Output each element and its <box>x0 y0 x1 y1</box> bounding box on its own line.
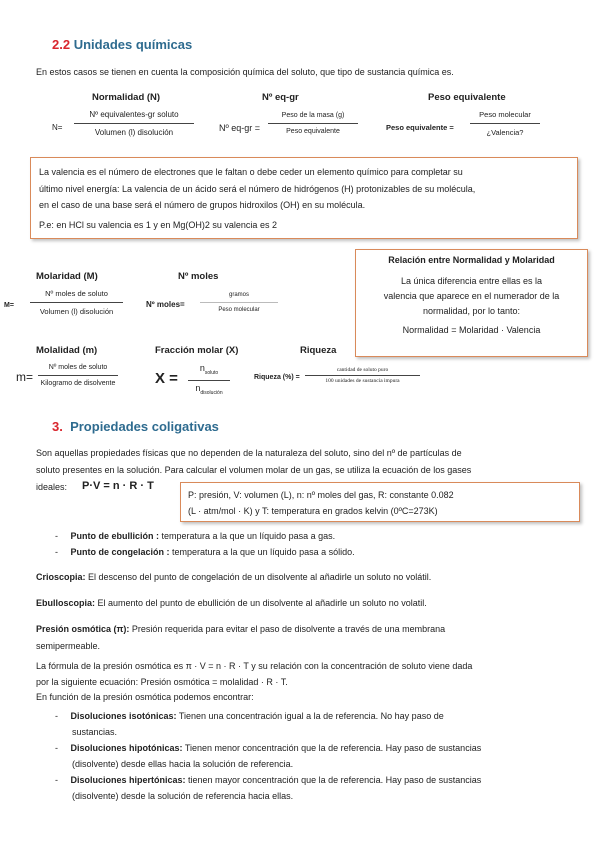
intro-text: En estos casos se tienen en cuenta la composición química del soluto, que tipo de sustancia química es. <box>36 67 454 77</box>
definition: Tienen menor concentración que la de referencia. Hay paso de sustancias <box>182 743 482 753</box>
crioscopia <box>36 572 431 582</box>
molalidad-header: Molalidad (m) <box>36 345 98 356</box>
relacion-title: Relación entre Normalidad y Molaridad <box>388 255 555 265</box>
normalidad-fraction <box>74 110 194 137</box>
section-title: Unidades químicas <box>73 37 193 52</box>
denominator <box>188 381 230 396</box>
section-number: 3. <box>52 419 63 434</box>
numerator: Nº moles de soluto <box>30 289 123 303</box>
definition: Presión requerida para evitar el paso de disolvente a través de una membrana <box>129 624 446 634</box>
definition-cont: (disolvente) desde ellas hacia la solución de referencia. <box>72 759 294 769</box>
definition-cont: semipermeable. <box>36 641 101 651</box>
paragraph-line: La fórmula de la presión osmótica es π · V = n · R · T y su relación con la concentración de soluto viene dada <box>36 661 473 671</box>
paragraph-line: En función de la presión osmótica podemos encontrar: <box>36 692 254 702</box>
n: n <box>195 382 201 393</box>
relacion-box <box>355 249 588 357</box>
section-heading-3 <box>52 419 219 434</box>
valencia-example: P.e: en HCl su valencia es 1 y en Mg(OH)2 su valencia es 2 <box>39 220 277 230</box>
bullet-hipertonicas: - Disoluciones hipertónicas: tienen mayor concentración que la de referencia. Hay paso de sustancias <box>55 775 482 785</box>
relacion-line: valencia que aparece en el numerador de la <box>383 291 560 301</box>
term: Presión osmótica (π): <box>36 624 130 634</box>
ebulloscopia <box>36 598 427 608</box>
moles-header: Nº moles <box>178 271 219 282</box>
numerator: gramos <box>200 292 278 303</box>
n: n <box>199 363 205 373</box>
numerator <box>188 363 230 381</box>
molalidad-fraction <box>38 364 118 387</box>
relacion-text <box>356 274 587 319</box>
denominator: 100 unidades de sustancia impura <box>325 378 400 384</box>
term: Ebulloscopia: <box>36 598 96 608</box>
fraccion-fraction <box>188 363 230 396</box>
term: Disoluciones hipertónicas: <box>70 775 186 785</box>
definition-cont: (disolvente) desde la solución de referencia hacia ellas. <box>72 791 294 801</box>
eqgr-lhs: Nº eq-gr = <box>219 123 261 133</box>
pesoeq-header: Peso equivalente <box>428 92 506 103</box>
definition: Tienen una concentración igual a la de referencia. No hay paso de <box>176 711 444 721</box>
sub: soluto <box>204 369 219 376</box>
valencia-box <box>30 157 578 239</box>
valencia-line: último nivel energía: La valencia de un ácido será el número de hidrógenos (H) protonizables de su molécula, <box>39 184 476 194</box>
section-heading-2-2 <box>52 37 192 52</box>
gas-line: P: presión, V: volumen (L), n: nº moles del gas, R: constante 0.082 <box>188 490 454 500</box>
relacion-line: La única diferencia entre ellas es la <box>400 276 543 286</box>
moles-fraction <box>200 292 278 313</box>
gas-line: (L · atm/mol · K) y T: temperatura en grados kelvin (0ºC=273K) <box>188 506 438 516</box>
fraccion-header: Fracción molar (X) <box>155 345 239 356</box>
relacion-line: normalidad, por lo tanto: <box>422 306 521 316</box>
numerator: Nº moles de soluto <box>38 364 118 376</box>
paragraph-line: por la siguiente ecuación: Presión osmótica = molalidad · R · T. <box>36 677 288 687</box>
valencia-line: La valencia es el número de electrones que le faltan o debe ceder un elemento químico para completar su <box>39 167 463 177</box>
bullet-ebullicion: - Punto de ebullición : temperatura a la que un líquido pasa a gas. <box>55 531 336 541</box>
gas-equation: P·V = n · R · T <box>82 480 154 492</box>
numerator: Nº equivalentes-gr soluto <box>74 110 194 124</box>
paragraph-line: soluto presentes en la solución. Para calcular el volumen molar de un gas, se utiliza la ecuación de los gases <box>36 465 472 475</box>
presion-osmotica <box>36 624 445 634</box>
numerator: Peso de la masa (g) <box>268 112 358 124</box>
gas-box <box>180 482 580 522</box>
definition: temperatura a la que un líquido pasa a gas. <box>159 531 336 541</box>
molaridad-header: Molaridad (M) <box>36 271 98 282</box>
denominator: Peso molecular <box>218 307 260 313</box>
term: Disoluciones isotónicas: <box>70 711 177 721</box>
paragraph-line: ideales: <box>36 482 68 492</box>
riqueza-header: Riqueza <box>300 345 337 356</box>
denominator: Volumen (l) disolución <box>39 307 114 316</box>
bullet-hipotonicas: - Disoluciones hipotónicas: Tienen menor concentración que la de referencia. Hay paso de sustancias <box>55 743 482 753</box>
fraccion-lhs: X = <box>155 370 178 387</box>
definition-cont: sustancias. <box>72 727 118 737</box>
pesoeq-lhs: Peso equivalente = <box>386 123 454 132</box>
numerator: cantidad de soluto puro <box>305 367 420 376</box>
riqueza-fraction <box>305 367 420 384</box>
pesoeq-fraction <box>470 110 540 137</box>
normalidad-lhs: N= <box>52 123 63 132</box>
term: Disoluciones hipotónicas: <box>70 743 183 753</box>
sub: disolución <box>200 389 223 396</box>
relacion-formula: Normalidad = Molaridad · Valencia <box>402 325 541 335</box>
denominator: Volumen (l) disolución <box>94 128 174 137</box>
normalidad-header: Normalidad (N) <box>92 92 161 103</box>
term: Punto de congelación : <box>70 547 170 557</box>
denominator: ¿Valencia? <box>486 128 524 137</box>
paragraph-line: Son aquellas propiedades físicas que no dependen de la naturaleza del soluto, sino del nº de partículas de <box>36 448 462 458</box>
moles-lhs: Nº moles= <box>146 300 185 309</box>
riqueza-lhs: Riqueza (%) = <box>254 374 300 381</box>
definition: El aumento del punto de ebullición de un disolvente al añadirle un soluto no volatil. <box>95 598 427 608</box>
section-number: 2.2 <box>52 37 71 52</box>
denominator: Peso equivalente <box>286 128 340 135</box>
eqgr-fraction <box>268 112 358 135</box>
numerator: Peso molecular <box>470 110 540 124</box>
section-title: Propiedades coligativas <box>70 419 219 434</box>
definition: El descenso del punto de congelación de un disolvente al añadirle un soluto no volátil. <box>85 572 432 582</box>
bullet-isotonicas: - Disoluciones isotónicas: Tienen una concentración igual a la de referencia. No hay paso de <box>55 711 444 721</box>
molaridad-fraction <box>30 289 123 316</box>
valencia-line: en el caso de una base será el número de grupos hidroxilos (OH) en su molécula. <box>39 200 366 210</box>
eqgr-header: Nº eq-gr <box>262 92 299 103</box>
denominator: Kilogramo de disolvente <box>40 380 116 387</box>
definition: tienen mayor concentración que la de referencia. Hay paso de sustancias <box>185 775 482 785</box>
term: Crioscopia: <box>36 572 86 582</box>
molalidad-lhs: m= <box>16 370 34 384</box>
molaridad-lhs: M= <box>4 302 14 309</box>
bullet-congelacion: - Punto de congelación : temperatura a la que un líquido pasa a sólido. <box>55 547 355 557</box>
term: Punto de ebullición : <box>70 531 159 541</box>
definition: temperatura a la que un líquido pasa a sólido. <box>169 547 355 557</box>
